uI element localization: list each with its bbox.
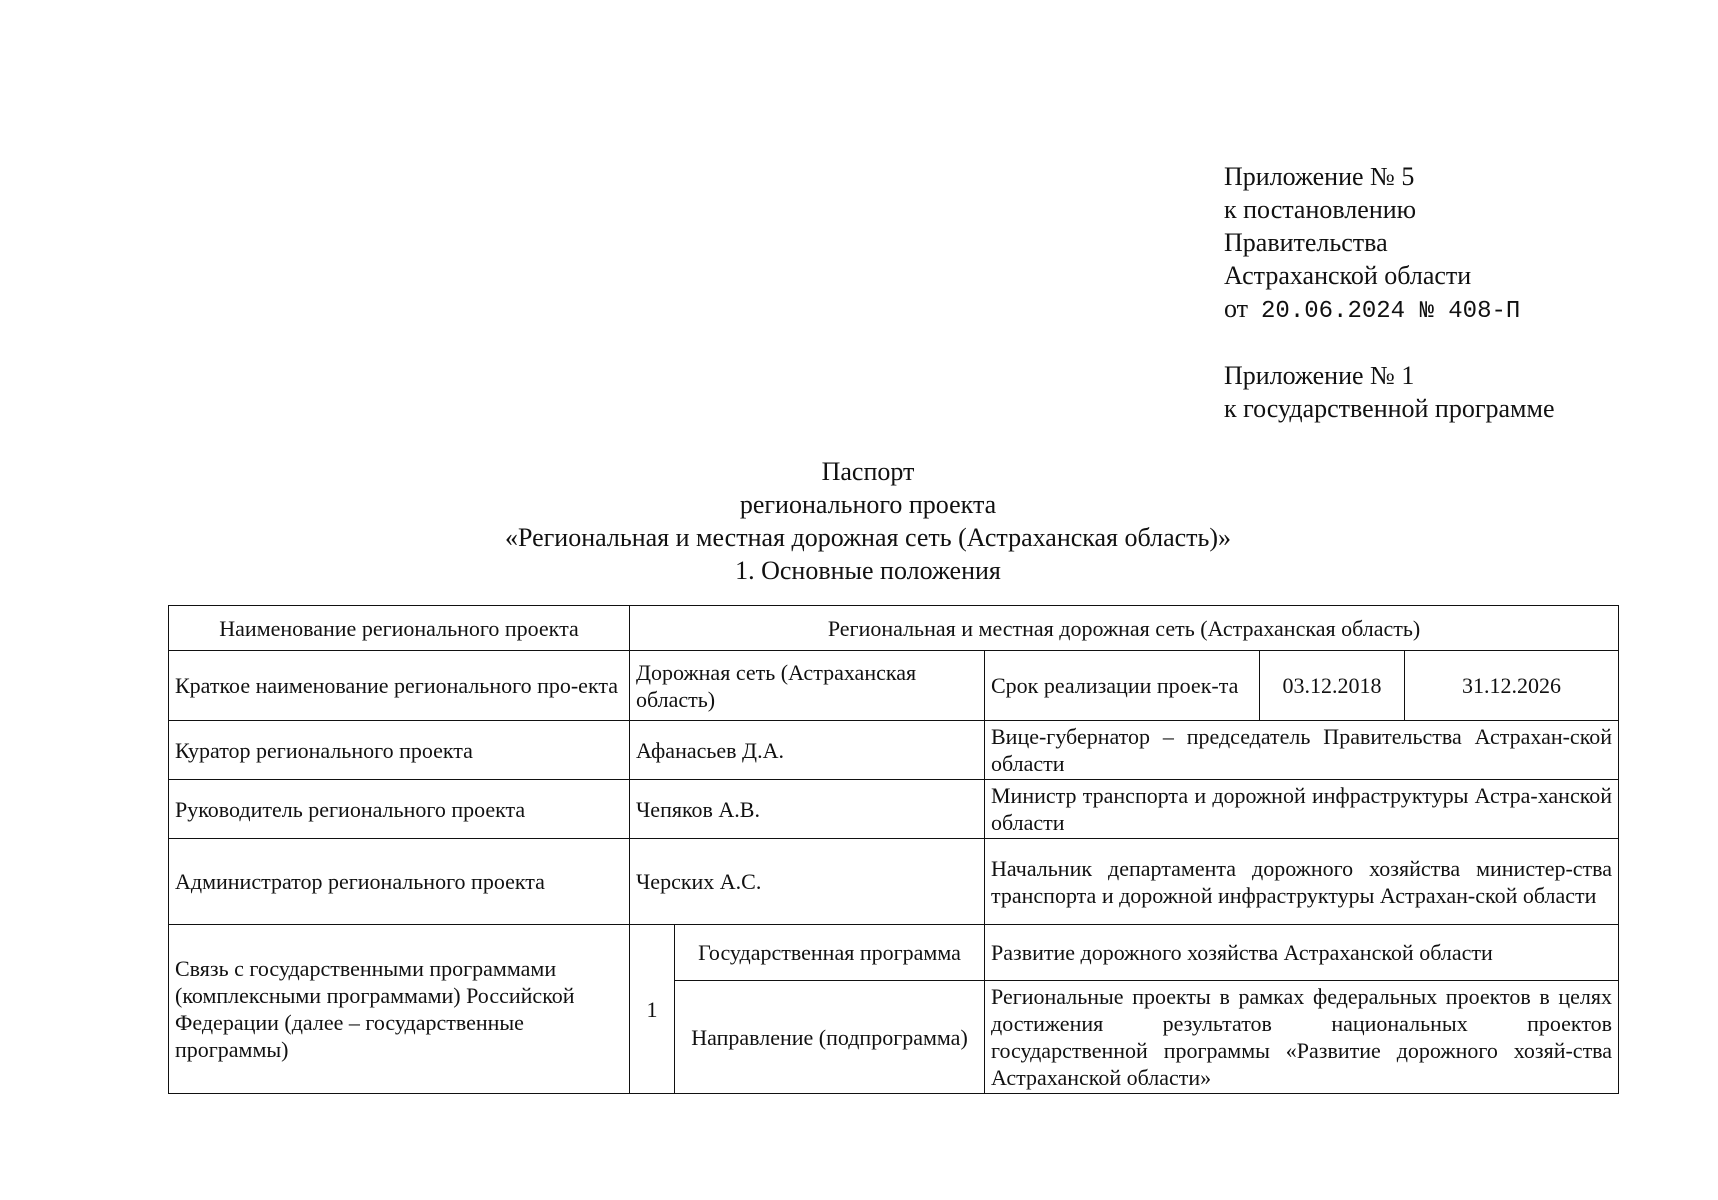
annex-line: Правительства	[1224, 228, 1388, 257]
state-program-value: Развитие дорожного хозяйства Астраханской области	[985, 925, 1619, 981]
state-program-label: Государственная программа	[675, 925, 985, 981]
heading-line: регионального проекта	[739, 490, 997, 519]
annex-line: к государственной программе	[1224, 394, 1555, 423]
short-name-value: Дорожная сеть (Астраханская область)	[630, 651, 985, 721]
curator-label: Куратор регионального проекта	[169, 721, 630, 780]
administrator-label: Администратор регионального проекта	[169, 839, 630, 925]
section-title: 1. Основные положения	[735, 556, 1001, 585]
annex-date-number: 20.06.2024 № 408-П	[1261, 298, 1521, 325]
head-label: Руководитель регионального проекта	[169, 780, 630, 839]
table-row	[169, 651, 1619, 721]
table-row	[169, 721, 1619, 780]
project-passport-table	[168, 605, 1619, 1094]
annex-line: Приложение № 5	[1224, 162, 1415, 191]
head-position: Министр транспорта и дорожной инфраструктуры Астра-ханской области	[985, 780, 1619, 839]
table-row	[169, 839, 1619, 925]
administrator-position: Начальник департамента дорожного хозяйства министер-ства транспорта и дорожной инфраструктуры Астрахан-ской области	[985, 839, 1619, 925]
project-name-label: Наименование регионального проекта	[169, 606, 630, 651]
annex-date-prefix: от	[1224, 294, 1249, 323]
table-row	[169, 606, 1619, 651]
short-name-label: Краткое наименование регионального про-екта	[169, 651, 630, 721]
programs-link-label: Связь с государственными программами (комплексными программами) Российской Федерации (далее – государственные программы)	[169, 925, 630, 1094]
annex-date-line	[1224, 292, 1555, 328]
direction-label: Направление (подпрограмма)	[675, 981, 985, 1094]
annex-line: Астраханской области	[1224, 261, 1472, 290]
annex-header	[1224, 160, 1555, 425]
head-name: Чепяков А.В.	[630, 780, 985, 839]
heading-project-title: «Региональная и местная дорожная сеть (Астраханская область)»	[504, 523, 1232, 552]
term-label: Срок реализации проек-та	[985, 651, 1260, 721]
term-start-date: 03.12.2018	[1260, 651, 1405, 721]
direction-value: Региональные проекты в рамках федеральных проектов в целях достижения результатов национальных проектов государственной программы «Развитие дорожного хозяй-ства Астраханской области»	[985, 981, 1619, 1094]
table-row	[169, 780, 1619, 839]
administrator-name: Черских А.С.	[630, 839, 985, 925]
table-row	[169, 925, 1619, 981]
annex-line: к постановлению	[1224, 195, 1417, 224]
curator-name: Афанасьев Д.А.	[630, 721, 985, 780]
curator-position: Вице-губернатор – председатель Правительства Астрахан-ской области	[985, 721, 1619, 780]
heading-line: Паспорт	[821, 457, 915, 486]
annex-line: Приложение № 1	[1224, 361, 1415, 390]
program-number: 1	[630, 925, 675, 1094]
document-heading	[0, 455, 1718, 587]
term-end-date: 31.12.2026	[1405, 651, 1619, 721]
project-name-value: Региональная и местная дорожная сеть (Астраханская область)	[630, 606, 1619, 651]
